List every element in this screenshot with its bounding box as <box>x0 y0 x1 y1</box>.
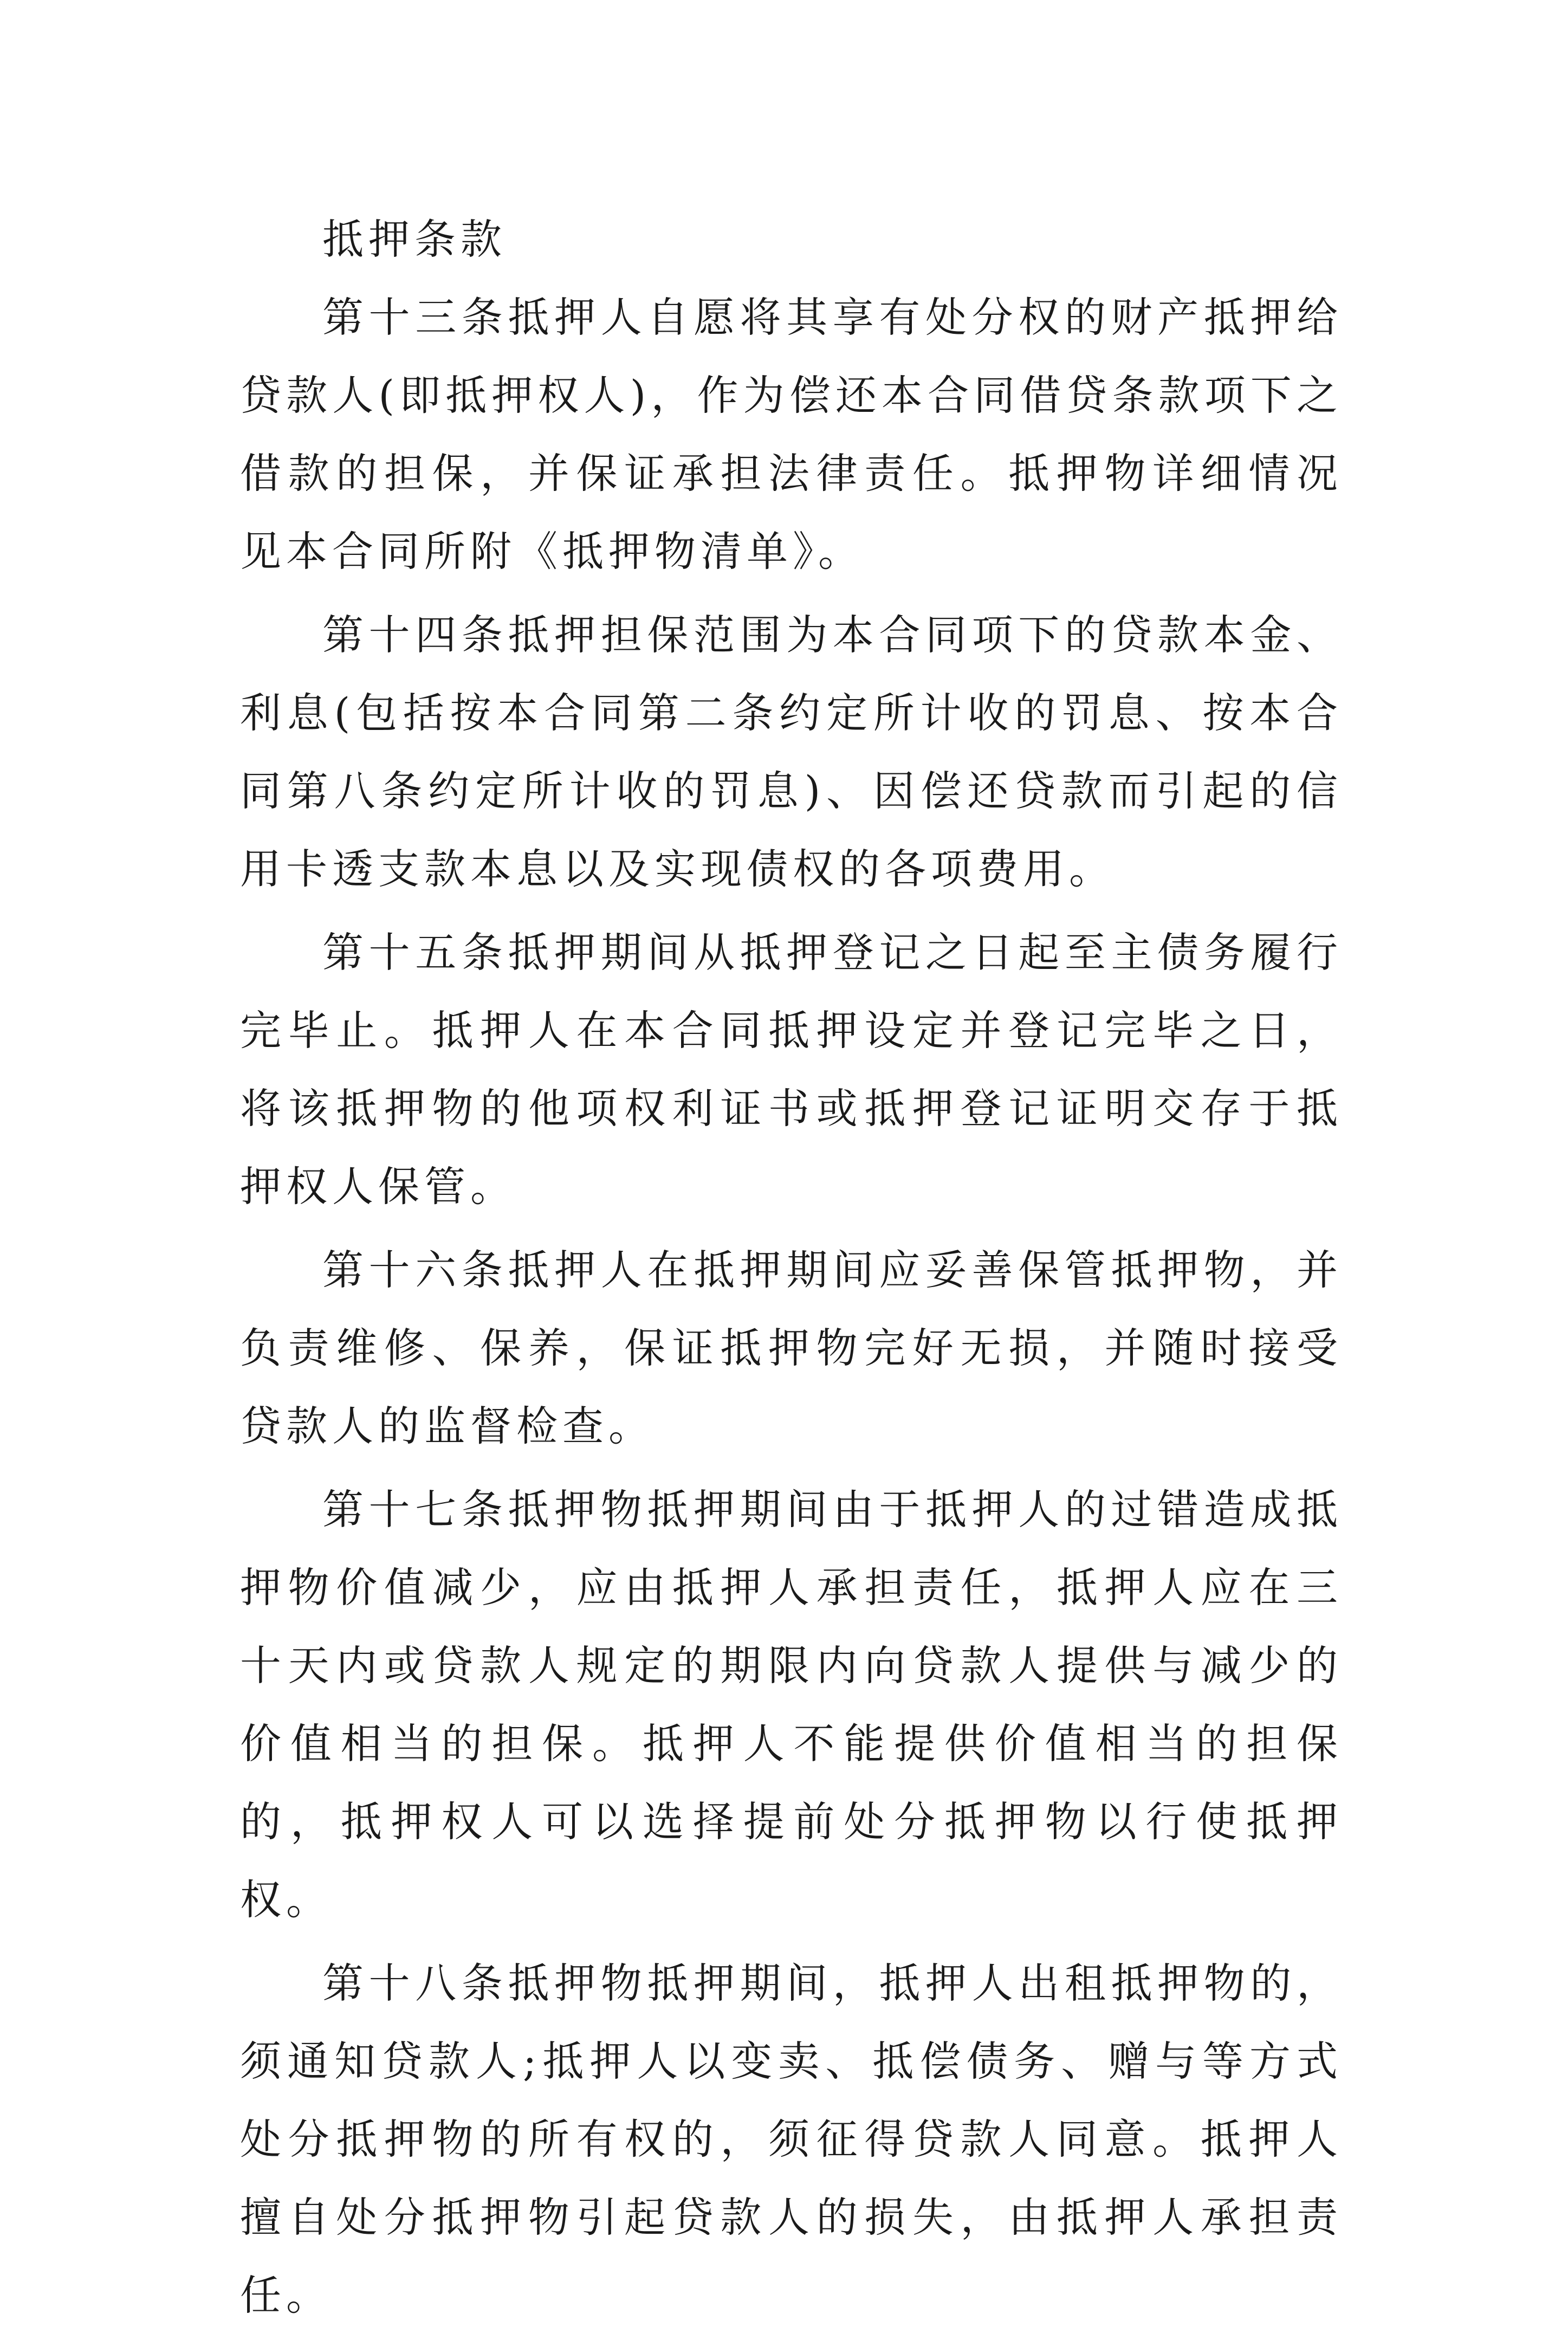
article-16: 第十六条抵押人在抵押期间应妥善保管抵押物，并负责维修、保养，保证抵押物完好无损，并随时接受贷款人的监督检查。 <box>240 1246 1343 1450</box>
article-17: 第十七条抵押物抵押期间由于抵押人的过错造成抵押物价值减少，应由抵押人承担责任，抵押人应在三十天内或贷款人规定的期限内向贷款人提供与减少的价值相当的担保。抵押人不能提供价值相当的担保的，抵押权人可以选择提前处分抵押物以行使抵押权。 <box>240 1485 1343 1924</box>
article-14: 第十四条抵押担保范围为本合同项下的贷款本金、利息(包括按本合同第二条约定所计收的罚息、按本合同第八条约定所计收的罚息)、因偿还贷款而引起的信用卡透支款本息以及实现债权的各项费用。 <box>240 611 1343 893</box>
section-heading: 抵押条款 <box>322 215 507 263</box>
document-body <box>240 201 1343 2340</box>
article-18: 第十八条抵押物抵押期间，抵押人出租抵押物的，须通知贷款人;抵押人以变卖、抵偿债务、赠与等方式处分抵押物的所有权的，须征得贷款人同意。抵押人擅自处分抵押物引起贷款人的损失，由抵押人承担责任。 <box>240 1959 1343 2319</box>
article-13: 第十三条抵押人自愿将其享有处分权的财产抵押给贷款人(即抵押权人)，作为偿还本合同借贷条款项下之借款的担保，并保证承担法律责任。抵押物详细情况见本合同所附《抵押物清单》。 <box>240 293 1343 576</box>
article-15: 第十五条抵押期间从抵押登记之日起至主债务履行完毕止。抵押人在本合同抵押设定并登记完毕之日，将该抵押物的他项权利证书或抵押登记证明交存于抵押权人保管。 <box>240 928 1343 1211</box>
